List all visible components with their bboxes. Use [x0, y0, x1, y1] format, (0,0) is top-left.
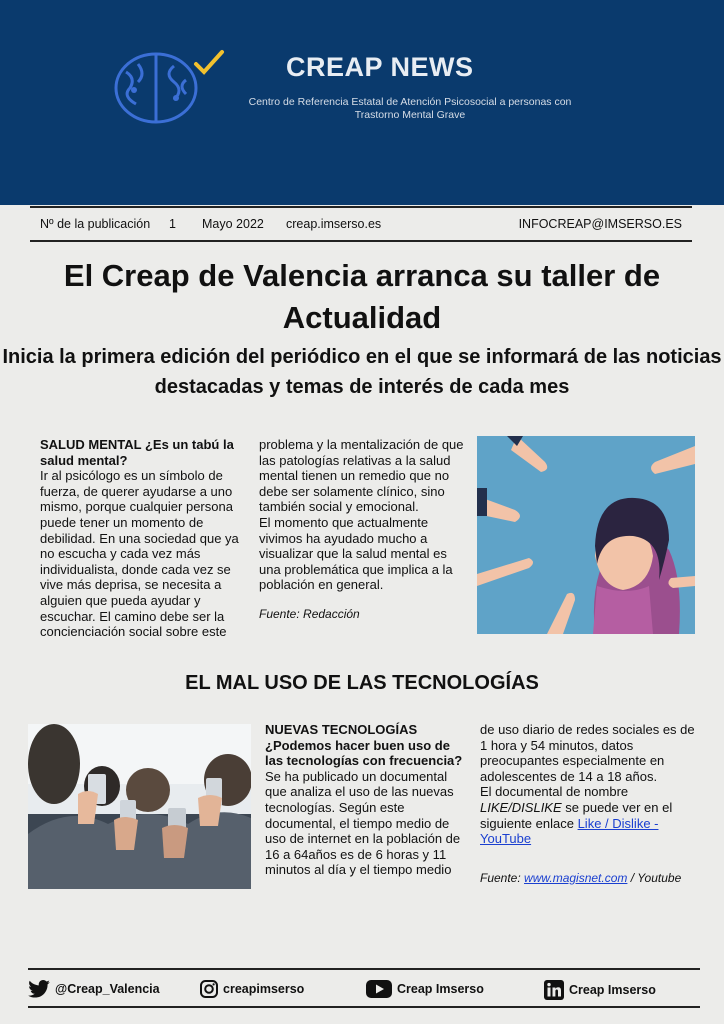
article2-body-col2b-post: se puede ver en el siguiente enlace: [480, 799, 673, 831]
article2-column2: [480, 722, 695, 886]
linkedin-profile[interactable]: [544, 980, 656, 1000]
article2-body-col1: Se ha publicado un documental que analiza el uso de las nuevas tecnologías. Según este documental, el tiempo medio de uso de internet en la población de 16 a 64años es de 6 horas y 11 minutos al día y el tiempo medio: [265, 768, 461, 878]
documentary-title: LIKE/DISLIKE: [480, 799, 562, 815]
masthead-title: CREAP NEWS: [286, 52, 474, 82]
article1-heading: SALUD MENTAL ¿Es un tabú la salud mental?: [40, 437, 234, 468]
article1-body-col2a: problema y la mentalización de que las patologías relativas a la salud mental tienen un remedio que no debe ser solamente clínico, sino también social y emocional.: [259, 437, 464, 515]
subheadline: Inicia la primera edición del periódico en el que se informará de las noticias destacadas y temas de interés de cada mes: [2, 346, 722, 398]
article2-heading: ¿Podemos hacer buen uso de las tecnologías con frecuencia?: [265, 737, 463, 769]
publication-date: Mayo 2022: [202, 217, 264, 231]
magisnet-link[interactable]: www.magisnet.com: [524, 870, 628, 885]
twitter-label: @Creap_Valencia: [55, 982, 160, 996]
article1-source: Fuente: Redacción: [259, 606, 360, 621]
publication-label: Nº de la publicación: [40, 217, 151, 231]
article2-source: [480, 871, 695, 887]
article2-body-col2a: de uso diario de redes sociales es de 1 hora y 54 minutos, datos preocupantes especialmente en adolescentes de 14 a 18 años.: [480, 722, 695, 784]
brain-check-icon: [104, 40, 230, 132]
pointing-hands-illustration: [477, 436, 695, 634]
masthead-subtitle: Centro de Referencia Estatal de Atención Psicosocial a personas con Trastorno Mental Grave: [248, 96, 572, 121]
youtube-channel[interactable]: [366, 980, 484, 998]
article1-column2: [259, 437, 464, 623]
publication-meta-bar: [30, 206, 692, 242]
headline: El Creap de Valencia arranca su taller de Actualidad: [63, 258, 661, 335]
section-title-technologies: EL MAL USO DE LAS TECNOLOGÍAS: [185, 672, 539, 694]
masthead: [0, 0, 724, 205]
instagram-label: creapimserso: [223, 982, 305, 996]
social-footer: [28, 968, 700, 1008]
article1-body-col1: Ir al psicólogo es un símbolo de fuerza, de querer ayudarse a uno mismo, porque cualquier persona puede tener un momento de debilidad. En una sociedad que ya no escucha y cada vez más individualista, donde cada vez se vive más deprisa, se necesita a alguien que pueda ayudar y escuchar. El camino debe ser la concienciación social sobre este: [40, 468, 239, 640]
article1-column1: [40, 437, 245, 640]
twitter-handle[interactable]: [28, 980, 160, 998]
article2-body-col2b: [480, 784, 695, 846]
instagram-handle[interactable]: [200, 980, 304, 998]
website-link[interactable]: creap.imserso.es: [286, 217, 382, 231]
article2-body-col2b-pre: El documental de nombre: [480, 784, 629, 800]
twitter-icon: [28, 980, 50, 998]
linkedin-icon: [544, 980, 564, 1000]
instagram-icon: [200, 980, 218, 998]
youtube-icon: [366, 980, 392, 998]
phones-photo: [28, 724, 251, 889]
youtube-label: Creap Imserso: [397, 982, 484, 996]
email-link[interactable]: INFOCREAP@IMSERSO.ES: [518, 217, 682, 231]
linkedin-label: Creap Imserso: [569, 983, 656, 997]
article2-source-label: Fuente:: [480, 870, 525, 885]
article2-source-post: / Youtube: [627, 870, 682, 885]
youtube-video-link[interactable]: Like / Dislike - YouTube: [480, 815, 659, 847]
publication-number: 1: [169, 217, 176, 231]
article2-column1: [265, 722, 465, 878]
article2-kicker: NUEVAS TECNOLOGÍAS: [265, 722, 418, 737]
article1-body-col2b: El momento que actualmente vivimos ha ayudado mucho a visualizar que la salud mental es una problemática que implica a la población en general.: [259, 514, 453, 593]
